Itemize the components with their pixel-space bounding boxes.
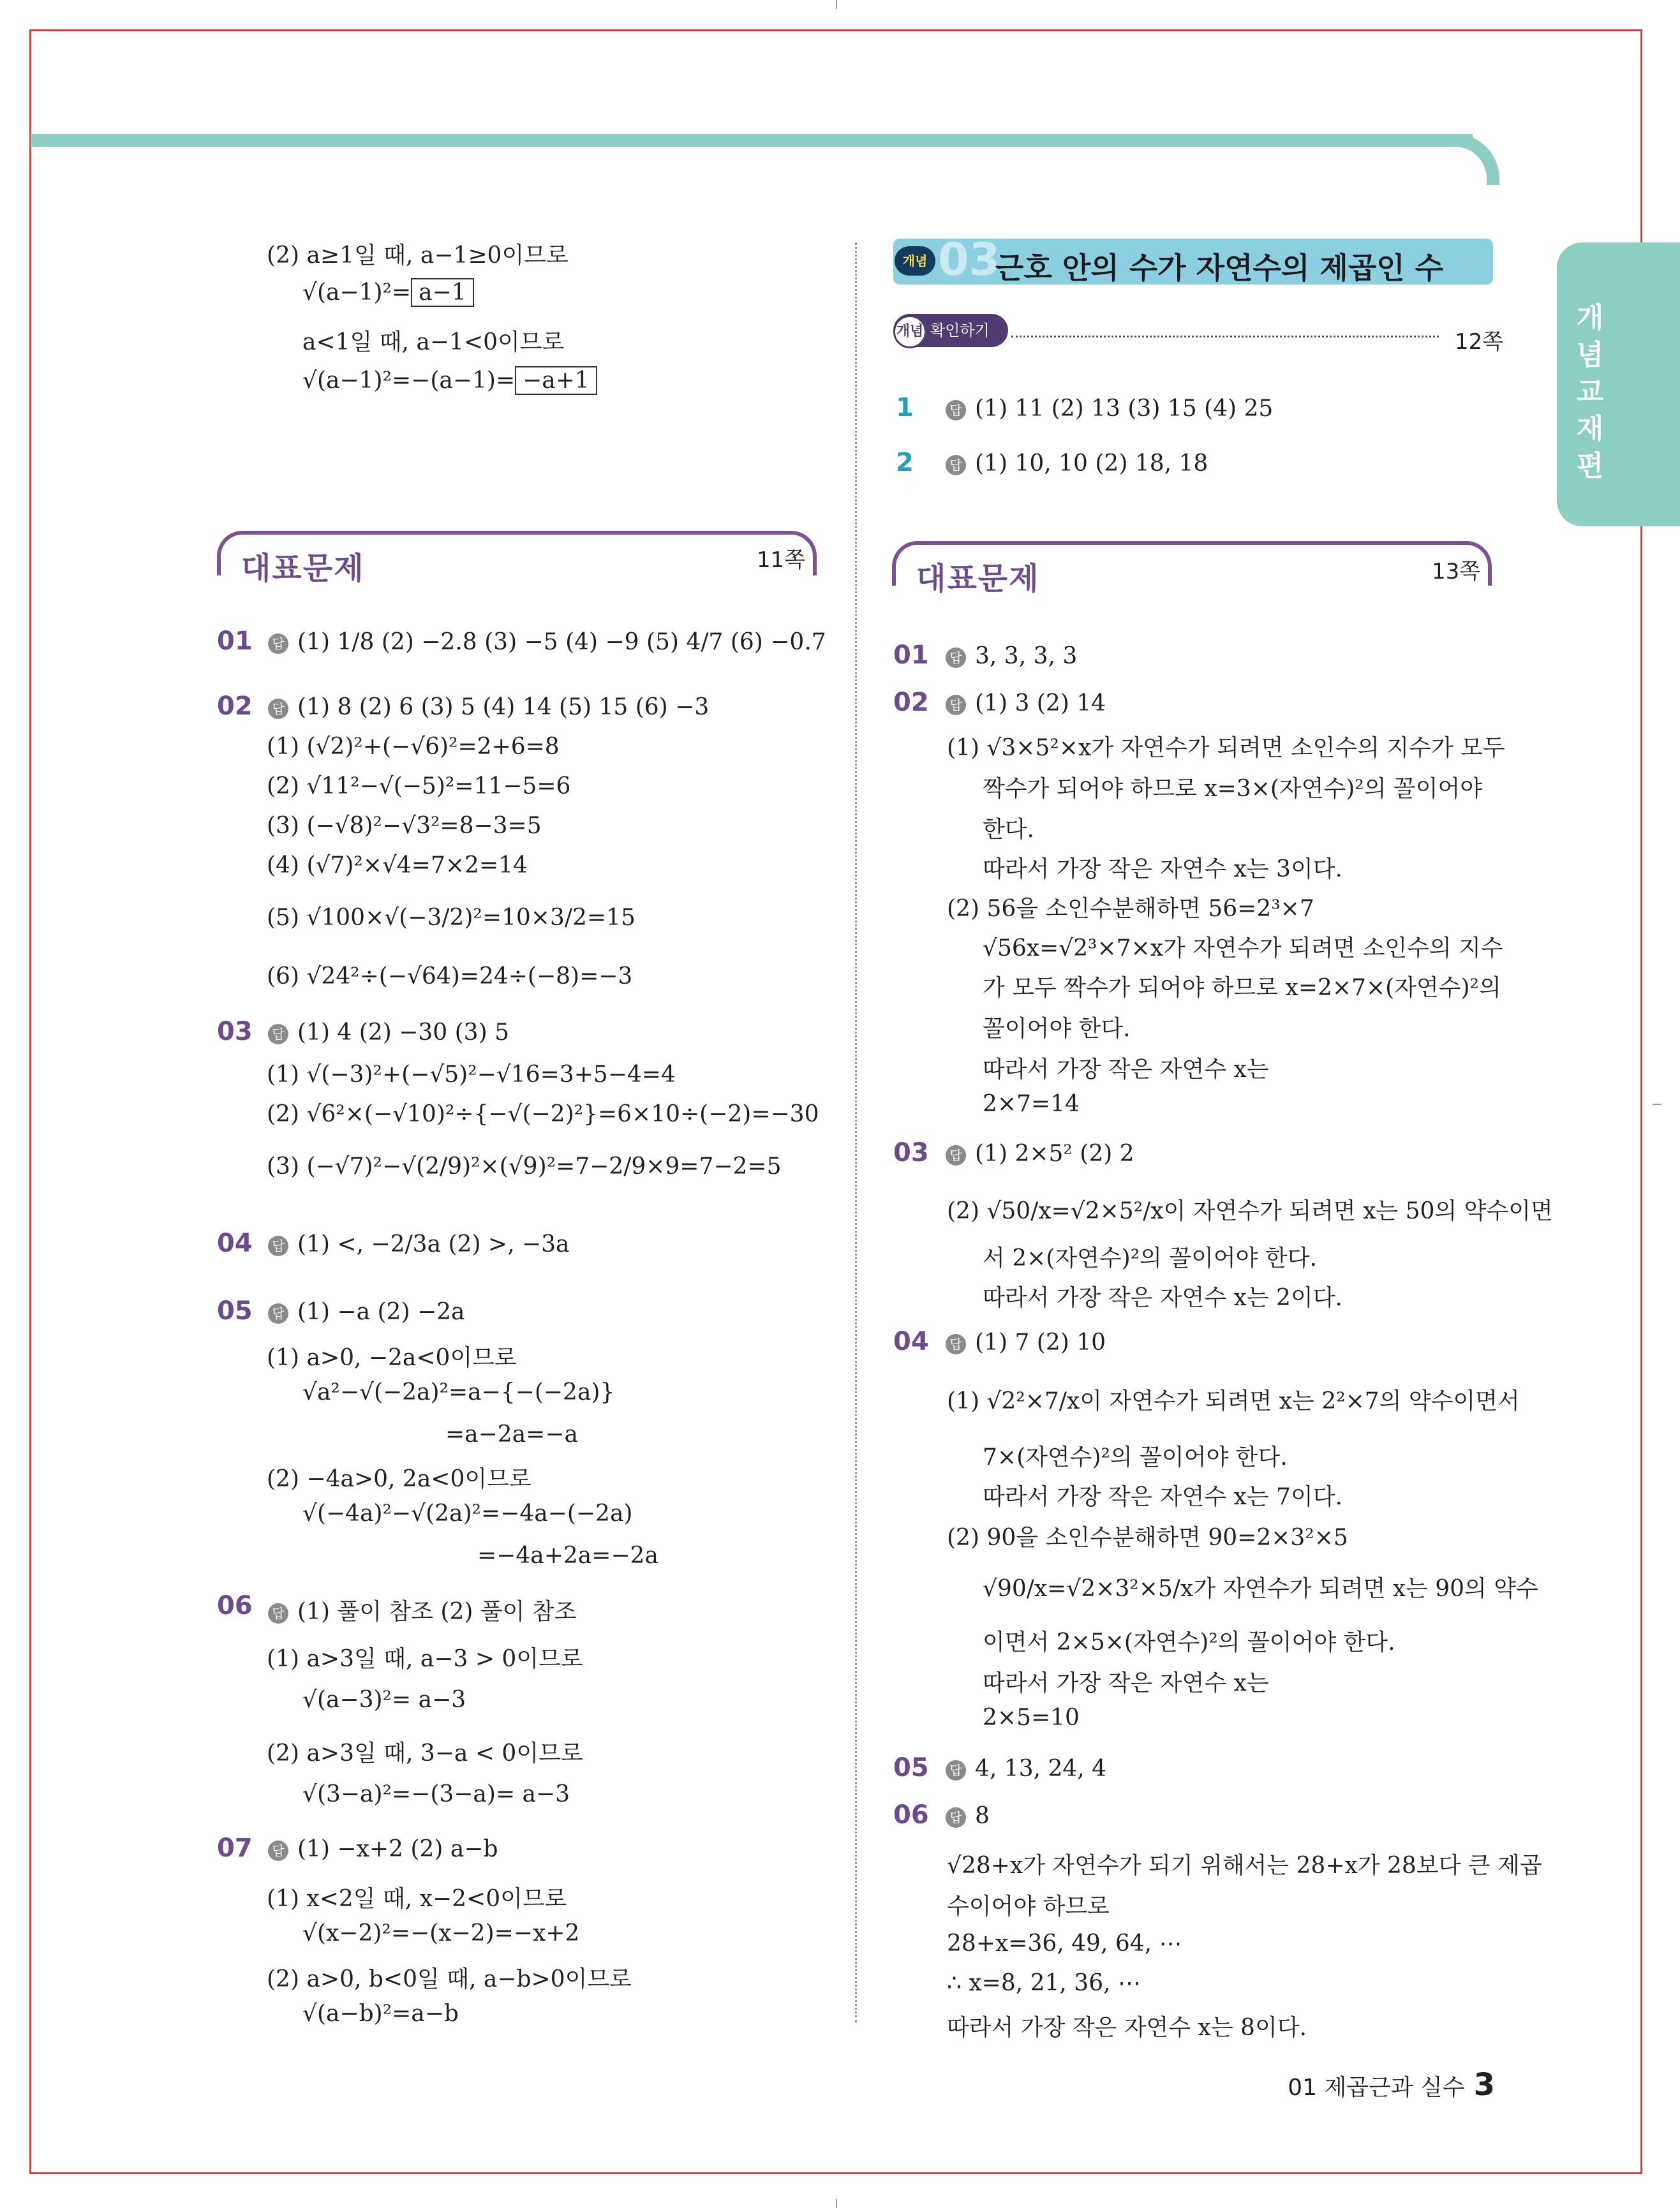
solution-line: √(a−3)²= a−3: [302, 1687, 466, 1713]
answer-mark-icon: 답: [268, 1303, 288, 1324]
solution-line: 한다.: [983, 817, 1034, 843]
answer-mark-icon: 답: [268, 1236, 288, 1256]
solution-line: (2) −4a>0, 2a<0이므로: [267, 1466, 532, 1492]
concept-number: 03: [938, 233, 1000, 286]
answer-line: [268, 629, 826, 655]
solution-line: 28+x=36, 49, 64, ⋯: [947, 1930, 1182, 1957]
answer-text: (1) 8 (2) 6 (3) 5 (4) 14 (5) 15 (6) −3: [297, 694, 710, 720]
solution-line: (1) √2²×7/x이 자연수가 되려면 x는 2²×7의 약수이면서: [947, 1388, 1520, 1414]
concept-badge: 개념: [895, 246, 935, 276]
problem-number: 05: [893, 1753, 929, 1782]
solution-line: (1) a>3일 때, a−3 > 0이므로: [267, 1646, 583, 1672]
column-divider: [855, 242, 857, 2022]
answer-line: [268, 1299, 465, 1325]
problem-number: 06: [217, 1591, 253, 1620]
problem-number: 06: [893, 1800, 929, 1830]
crop-mark: [1653, 1104, 1661, 1105]
solution-line: 2×5=10: [983, 1705, 1080, 1731]
answer-mark-icon: 답: [946, 1807, 966, 1828]
answer-mark-icon: 답: [268, 1841, 288, 1861]
check-circle: 개념: [893, 315, 926, 348]
solution-line: 수이어야 하므로: [947, 1893, 1110, 1920]
answer-line: [268, 1836, 498, 1862]
answer-text: (1) 4 (2) −30 (3) 5: [297, 1019, 509, 1046]
solution-line: (2) a>3일 때, 3−a < 0이므로: [267, 1740, 583, 1767]
solution-line: √(a−b)²=a−b: [302, 2001, 459, 2027]
top-left-line: √(a−1)²=−(a−1)= −a+1: [302, 367, 597, 394]
solution-line: √(−4a)²−√(2a)²=−4a−(−2a): [302, 1500, 633, 1527]
answer-text: (1) <, −2/3a (2) >, −3a: [297, 1231, 570, 1257]
solution-line: 가 모두 짝수가 되어야 하므로 x=2×7×(자연수)²의: [983, 975, 1501, 1001]
top-left-line: √(a−1)²= a−1: [302, 279, 474, 306]
crop-mark: [836, 2199, 837, 2208]
top-left-line: a<1일 때, a−1<0이므로: [302, 329, 565, 355]
page-number: 3: [1473, 2067, 1495, 2103]
answer-line: [946, 1756, 1106, 1782]
solution-line: (2) 90을 소인수분해하면 90=2×3²×5: [947, 1525, 1348, 1551]
answer-line: [946, 1330, 1106, 1356]
answer-text: (1) 2×5² (2) 2: [975, 1141, 1134, 1167]
top-band: [31, 134, 1473, 147]
solution-line: ∴ x=8, 21, 36, ⋯: [947, 1970, 1141, 1996]
solution-line: (3) (−√7)²−√(2/9)²×(√9)²=7−2/9×9=7−2=5: [267, 1153, 782, 1180]
solution-line: √56x=√2³×7×x가 자연수가 되려면 소인수의 지수: [983, 935, 1503, 961]
solution-line: 따라서 가장 작은 자연수 x는 2이다.: [983, 1285, 1342, 1311]
solution-line: (1) √3×5²×x가 자연수가 되려면 소인수의 지수가 모두: [947, 735, 1505, 761]
answer-line: [268, 1594, 576, 1626]
solution-line: √(x−2)²=−(x−2)=−x+2: [302, 1920, 580, 1946]
problem-number: 01: [217, 626, 253, 656]
problem-number: 01: [893, 641, 929, 670]
check-badge: [893, 314, 1008, 347]
problem-number: 03: [893, 1138, 929, 1167]
solution-line: 따라서 가장 작은 자연수 x는 3이다.: [983, 856, 1342, 882]
answer-line: [268, 694, 709, 720]
problem-number: 05: [217, 1296, 253, 1326]
concept-title: 근호 안의 수가 자연수의 제곱인 수: [995, 251, 1444, 285]
answer-line: [946, 1803, 990, 1829]
side-tab-label: 개념교재편: [1576, 302, 1604, 482]
solution-line: 따라서 가장 작은 자연수 x는: [983, 1056, 1269, 1083]
check-item-answer: [946, 450, 1208, 477]
solution-line: 이면서 2×5×(자연수)²의 꼴이어야 한다.: [983, 1629, 1395, 1656]
solution-line: (1) a>0, −2a<0이므로: [267, 1345, 517, 1371]
solution-line: (2) 56을 소인수분해하면 56=2³×7: [947, 896, 1314, 922]
check-item-text: (1) 11 (2) 13 (3) 15 (4) 25: [975, 396, 1274, 422]
answer-mark-icon: 답: [268, 699, 288, 719]
solution-line: 따라서 가장 작은 자연수 x는: [983, 1670, 1269, 1696]
solution-line: (6) √24²÷(−√64)=24÷(−8)=−3: [267, 963, 633, 989]
answer-text: (1) −x+2 (2) a−b: [297, 1836, 498, 1862]
solution-line: (1) x<2일 때, x−2<0이므로: [267, 1886, 567, 1912]
solution-line: =a−2a=−a: [445, 1421, 578, 1448]
problem-number: 03: [217, 1017, 253, 1046]
right-section-title: 대표문제: [916, 561, 1040, 596]
answer-text: 8: [975, 1803, 990, 1829]
top-left-line: (2) a≥1일 때, a−1≥0이므로: [267, 242, 569, 269]
answer-mark-icon: 답: [946, 1760, 966, 1781]
solution-line: (2) a>0, b<0일 때, a−b>0이므로: [267, 1966, 632, 1992]
solution-line: 짝수가 되어야 하므로 x=3×(자연수)²의 꼴이어야: [983, 776, 1483, 802]
problem-number: 07: [217, 1834, 253, 1863]
check-item-number: 1: [896, 393, 914, 422]
answer-mark-icon: 답: [946, 455, 966, 475]
answer-text: 3, 3, 3, 3: [975, 643, 1078, 669]
problem-number: 02: [893, 688, 929, 717]
answer-line: [268, 1019, 509, 1046]
check-label: 확인하기: [930, 322, 990, 339]
answer-mark-icon: 답: [268, 1603, 288, 1624]
solution-line: (1) (√2)²+(−√6)²=2+6=8: [267, 734, 560, 760]
solution-line: 따라서 가장 작은 자연수 x는 7이다.: [983, 1484, 1342, 1510]
left-section-title: 대표문제: [241, 551, 365, 586]
answer-text: (1) 3 (2) 14: [975, 690, 1106, 716]
solution-line: (4) (√7)²×√4=7×2=14: [267, 852, 528, 878]
answer-mark-icon: 답: [946, 1334, 966, 1354]
answer-text: 4, 13, 24, 4: [975, 1756, 1107, 1782]
left-section-page: 11쪽: [757, 547, 806, 573]
answer-line: [946, 643, 1077, 669]
check-item-answer: [946, 396, 1273, 422]
solution-line: 꼴이어야 한다.: [983, 1016, 1131, 1042]
footer-chapter: 01 제곱근과 실수: [1288, 2075, 1465, 2101]
solution-line: (1) √(−3)²+(−√5)²−√16=3+5−4=4: [267, 1062, 676, 1088]
solution-line: (5) √100×√(−3/2)²=10×3/2=15: [267, 905, 636, 931]
solution-line: =−4a+2a=−2a: [477, 1543, 658, 1569]
check-item-text: (1) 10, 10 (2) 18, 18: [975, 450, 1208, 477]
problem-number: 02: [217, 692, 253, 721]
page-footer: [1288, 2067, 1495, 2103]
answer-mark-icon: 답: [946, 695, 966, 715]
solution-line: √90/x=√2×3²×5/x가 자연수가 되려면 x는 90의 약수: [983, 1576, 1538, 1602]
solution-line: (2) √50/x=√2×5²/x이 자연수가 되려면 x는 50의 약수이면: [947, 1198, 1553, 1224]
answer-mark-icon: 답: [268, 1024, 288, 1044]
problem-number: 04: [893, 1327, 929, 1356]
solution-line: 따라서 가장 작은 자연수 x는 8이다.: [947, 2015, 1307, 2041]
answer-line: [946, 690, 1106, 716]
solution-line: 7×(자연수)²의 꼴이어야 한다.: [983, 1444, 1288, 1471]
solution-line: √a²−√(−2a)²=a−{−(−2a)}: [302, 1379, 615, 1405]
crop-mark: [836, 0, 837, 9]
answer-mark-icon: 답: [946, 648, 966, 668]
problem-number: 04: [217, 1229, 253, 1258]
answer-line: [946, 1141, 1134, 1167]
answer-text: (1) 7 (2) 10: [975, 1330, 1106, 1356]
answer-text: (1) 1/8 (2) −2.8 (3) −5 (4) −9 (5) 4/7 (6) −0.7: [297, 629, 826, 655]
solution-line: (3) (−√8)²−√3²=8−3=5: [267, 813, 542, 839]
solution-line: √(3−a)²=−(3−a)= a−3: [302, 1781, 570, 1807]
solution-line: √28+x가 자연수가 되기 위해서는 28+x가 28보다 큰 제곱: [947, 1853, 1542, 1879]
solution-line: 서 2×(자연수)²의 꼴이어야 한다.: [983, 1245, 1317, 1271]
answer-mark-icon: 답: [946, 400, 966, 420]
dotted-leader: [1011, 336, 1439, 337]
solution-line: 2×7=14: [983, 1091, 1080, 1117]
right-section-page: 13쪽: [1432, 559, 1481, 584]
solution-line: (2) √11²−√(−5)²=11−5=6: [267, 773, 571, 799]
answer-text: (1) 풀이 참조 (2) 풀이 참조: [297, 1599, 577, 1625]
solution-line: (2) √6²×(−√10)²÷{−√(−2)²}=6×10÷(−2)=−30: [267, 1101, 819, 1127]
answer-mark-icon: 답: [946, 1145, 966, 1166]
answer-line: [268, 1231, 570, 1257]
check-item-number: 2: [896, 448, 914, 477]
answer-mark-icon: 답: [268, 634, 288, 654]
boxed-answer: a−1: [411, 278, 474, 307]
check-page: 12쪽: [1455, 329, 1504, 355]
boxed-answer: −a+1: [515, 366, 597, 395]
answer-text: (1) −a (2) −2a: [297, 1299, 465, 1325]
